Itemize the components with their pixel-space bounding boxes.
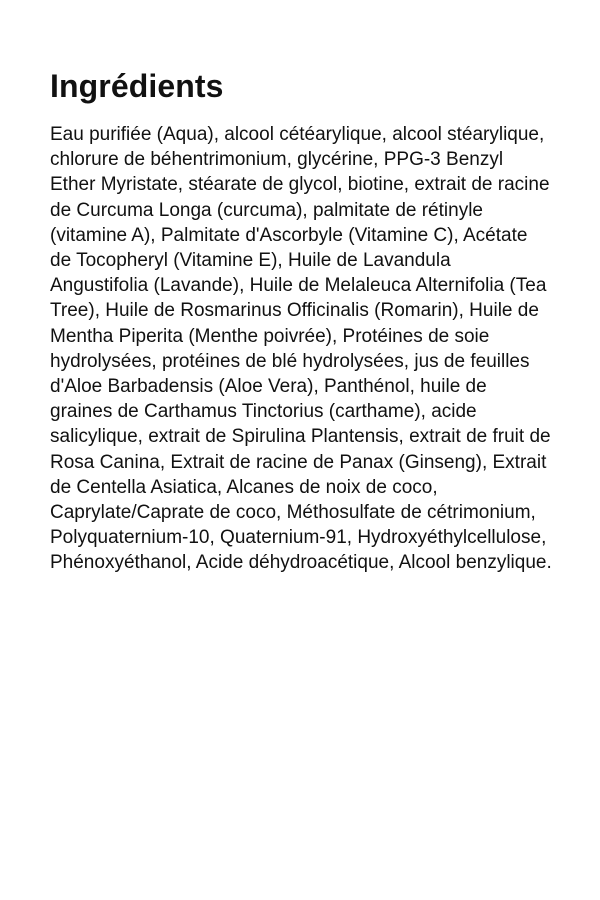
ingredients-panel — [50, 64, 552, 576]
page-title: Ingrédients — [50, 68, 224, 104]
ingredients-list: Eau purifiée (Aqua), alcool cétéarylique, alcool stéarylique, chlorure de béhentrimonium, glycérine, PPG-3 Benzyl Ether Myristate, stéarate de glycol, biotine, extrait de racine de Curcuma Longa (curcuma), palmitate de rétinyle (vitamine A), Palmitate d'Ascorbyle (Vitamine C), Acétate de Tocopheryl (Vitamine E), Huile de Lavandula Angustifolia (Lavande), Huile de Melaleuca Alternifolia (Tea Tree), Huile de Rosmarinus Officinalis (Romarin), Huile de Mentha Piperita (Menthe poivrée), Protéines de soie hydrolysées, protéines de blé hydrolysées, jus de feuilles d'Aloe Barbadensis (Aloe Vera), Panthénol, huile de graines de Carthamus Tinctorius (carthame), acide salicylique, extrait de Spirulina Plantensis, extrait de fruit de Rosa Canina, Extrait de racine de Panax (Ginseng), Extrait de Centella Asiatica, Alcanes de noix de coco, Caprylate/Caprate de coco, Méthosulfate de cétrimonium, Polyquaternium-10, Quaternium-91, Hydroxyéthylcellulose, Phénoxyéthanol, Acide déhydroacétique, Alcool benzylique. — [50, 124, 552, 574]
